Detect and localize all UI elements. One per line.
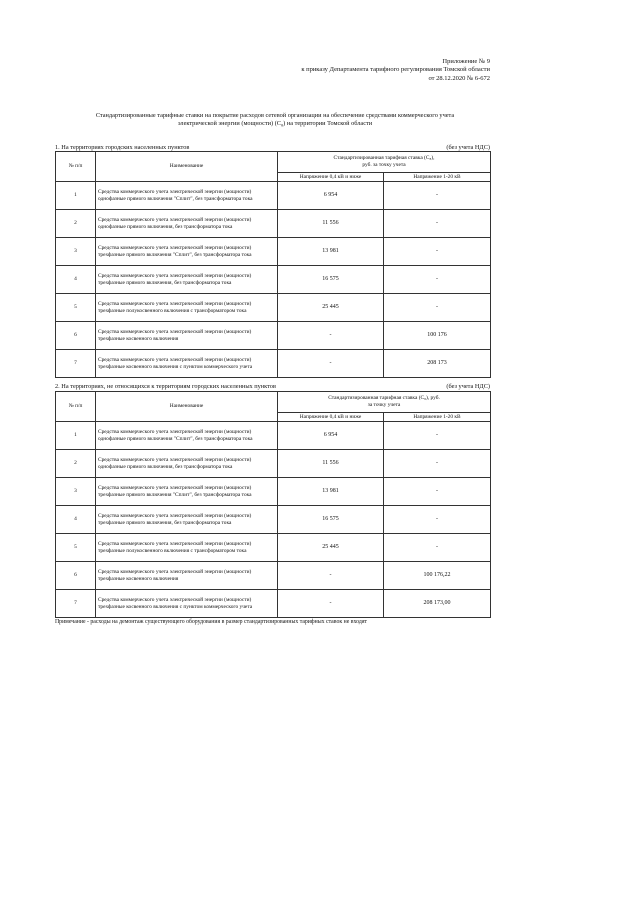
row-value-04kv: 6 954	[278, 182, 384, 210]
row-number: 3	[56, 238, 96, 266]
appendix-reference	[301, 58, 490, 83]
row-value-1-20kv: -	[384, 294, 491, 322]
header-voltage-1-20: Напряжение 1-20 кВ	[384, 413, 491, 422]
row-value-04kv: -	[278, 562, 384, 590]
header-voltage-1-20: Напряжение 1-20 кВ	[384, 173, 491, 182]
table-row	[56, 590, 491, 618]
row-value-04kv: -	[278, 590, 384, 618]
footnote: Примечание - расходы на демонтаж существующего оборудования в размер стандартизированных тарифных ставок не входят	[55, 619, 368, 625]
row-name: Средства коммерческого учета электрической энергии (мощности) трехфазные прямого включения "Сплит", без трансформатора тока	[96, 238, 278, 266]
table-body-urban	[56, 182, 491, 378]
row-number: 5	[56, 294, 96, 322]
rates-table-rural	[55, 391, 491, 618]
section-1-heading-row	[55, 144, 490, 151]
table-row	[56, 266, 491, 294]
appendix-number: Приложение № 9	[442, 58, 490, 65]
table-row	[56, 506, 491, 534]
table-row	[56, 210, 491, 238]
title-line-2: электрической энергии (мощности) (С₈) на территории Томской области	[177, 120, 373, 128]
row-number: 2	[56, 450, 96, 478]
row-number: 6	[56, 322, 96, 350]
row-value-1-20kv: -	[384, 478, 491, 506]
row-name: Средства коммерческого учета электрической энергии (мощности) трехфазные косвенного включения	[96, 562, 278, 590]
row-number: 3	[56, 478, 96, 506]
row-value-1-20kv: -	[384, 210, 491, 238]
table-row	[56, 322, 491, 350]
row-number: 4	[56, 506, 96, 534]
section-2-heading: 2. На территориях, не относящихся к территориям городских населенных пунктов	[55, 383, 276, 390]
table-row	[56, 294, 491, 322]
row-value-1-20kv: -	[384, 506, 491, 534]
table-row	[56, 182, 491, 210]
row-value-04kv: 11 556	[278, 210, 384, 238]
table-row	[56, 238, 491, 266]
appendix-order: к приказу Департамента тарифного регулирования Томской области	[301, 66, 490, 74]
row-value-1-20kv: 100 176,22	[384, 562, 491, 590]
row-name: Средства коммерческого учета электрической энергии (мощности) трехфазные прямого включения, без трансформатора тока	[96, 266, 278, 294]
row-value-1-20kv: 100 176	[384, 322, 491, 350]
row-value-1-20kv: 208 173	[384, 350, 491, 378]
row-value-04kv: -	[278, 350, 384, 378]
row-value-1-20kv: -	[384, 182, 491, 210]
row-name: Средства коммерческого учета электрической энергии (мощности) однофазные прямого включения, без трансформатора тока	[96, 210, 278, 238]
row-value-1-20kv: -	[384, 238, 491, 266]
row-value-1-20kv: 208 173,00	[384, 590, 491, 618]
header-rate	[278, 152, 491, 173]
header-voltage-04: Напряжение 0,4 кВ и ниже	[278, 413, 384, 422]
row-value-04kv: 13 981	[278, 238, 384, 266]
row-value-04kv: 6 954	[278, 422, 384, 450]
row-name: Средства коммерческого учета электрической энергии (мощности) трехфазные косвенного включения с пунктом коммерческого учета	[96, 350, 278, 378]
row-name: Средства коммерческого учета электрической энергии (мощности) трехфазные прямого включения "Сплит", без трансформатора тока	[96, 478, 278, 506]
row-name: Средства коммерческого учета электрической энергии (мощности) однофазные прямого включения "Сплит", без трансформатора тока	[96, 182, 278, 210]
row-value-04kv: -	[278, 322, 384, 350]
table-row	[56, 450, 491, 478]
row-number: 2	[56, 210, 96, 238]
table-row	[56, 478, 491, 506]
row-value-04kv: 11 556	[278, 450, 384, 478]
title-line-1: Стандартизированные тарифные ставки на покрытие расходов сетевой организации на обеспечение средствами коммерческого учета	[95, 112, 455, 119]
header-rate-text: Стандартизированная тарифная ставка (С₈),	[328, 395, 430, 402]
row-name: Средства коммерческого учета электрической энергии (мощности) трехфазные косвенного включения	[96, 322, 278, 350]
appendix-date: от 28.12.2020 № 6-672	[428, 74, 490, 82]
row-number: 6	[56, 562, 96, 590]
header-name: Наименование	[96, 392, 278, 422]
row-number: 1	[56, 182, 96, 210]
document-title	[55, 112, 495, 129]
header-num: № п/п	[56, 392, 96, 422]
row-number: 4	[56, 266, 96, 294]
section-2-heading-row	[55, 383, 490, 390]
row-number: 7	[56, 590, 96, 618]
row-number: 7	[56, 350, 96, 378]
table-row	[56, 562, 491, 590]
header-name: Наименование	[96, 152, 278, 182]
header-rate-unit: руб.	[430, 395, 440, 402]
header-rate-line-1: Стандартизированная тарифная ставка (С₈),	[333, 155, 435, 162]
header-rate	[278, 392, 491, 413]
table-body-rural	[56, 422, 491, 618]
row-value-1-20kv: -	[384, 450, 491, 478]
row-name: Средства коммерческого учета электрической энергии (мощности) трехфазные прямого включения, без трансформатора тока	[96, 506, 278, 534]
section-2-vat-note: (без учета НДС)	[446, 383, 490, 390]
section-1-heading: 1. На территориях городских населенных пунктов	[55, 144, 190, 151]
header-rate-line-2: руб. за точку учета	[362, 162, 406, 168]
header-voltage-04: Напряжение 0,4 кВ и ниже	[278, 173, 384, 182]
row-value-1-20kv: -	[384, 422, 491, 450]
row-name: Средства коммерческого учета электрической энергии (мощности) однофазные прямого включения "Сплит", без трансформатора тока	[96, 422, 278, 450]
header-rate-line-2: за точку учета	[367, 402, 401, 408]
rates-table-urban	[55, 151, 491, 378]
row-value-04kv: 16 575	[278, 506, 384, 534]
section-1-vat-note: (без учета НДС)	[446, 144, 490, 151]
row-name: Средства коммерческого учета электрической энергии (мощности) трехфазные полукосвенного включения с трансформатором тока	[96, 534, 278, 562]
row-value-04kv: 25 445	[278, 534, 384, 562]
table-row	[56, 422, 491, 450]
row-value-04kv: 16 575	[278, 266, 384, 294]
row-name: Средства коммерческого учета электрической энергии (мощности) однофазные прямого включения, без трансформатора тока	[96, 450, 278, 478]
table-row	[56, 350, 491, 378]
header-num: № п/п	[56, 152, 96, 182]
table-row	[56, 534, 491, 562]
row-name: Средства коммерческого учета электрической энергии (мощности) трехфазные косвенного включения с пунктом коммерческого учета	[96, 590, 278, 618]
row-value-04kv: 13 981	[278, 478, 384, 506]
header-rate-line-1	[280, 395, 488, 402]
row-number: 5	[56, 534, 96, 562]
row-value-1-20kv: -	[384, 266, 491, 294]
row-value-1-20kv: -	[384, 534, 491, 562]
row-name: Средства коммерческого учета электрической энергии (мощности) трехфазные полукосвенного включения с трансформатором тока	[96, 294, 278, 322]
row-number: 1	[56, 422, 96, 450]
row-value-04kv: 25 445	[278, 294, 384, 322]
